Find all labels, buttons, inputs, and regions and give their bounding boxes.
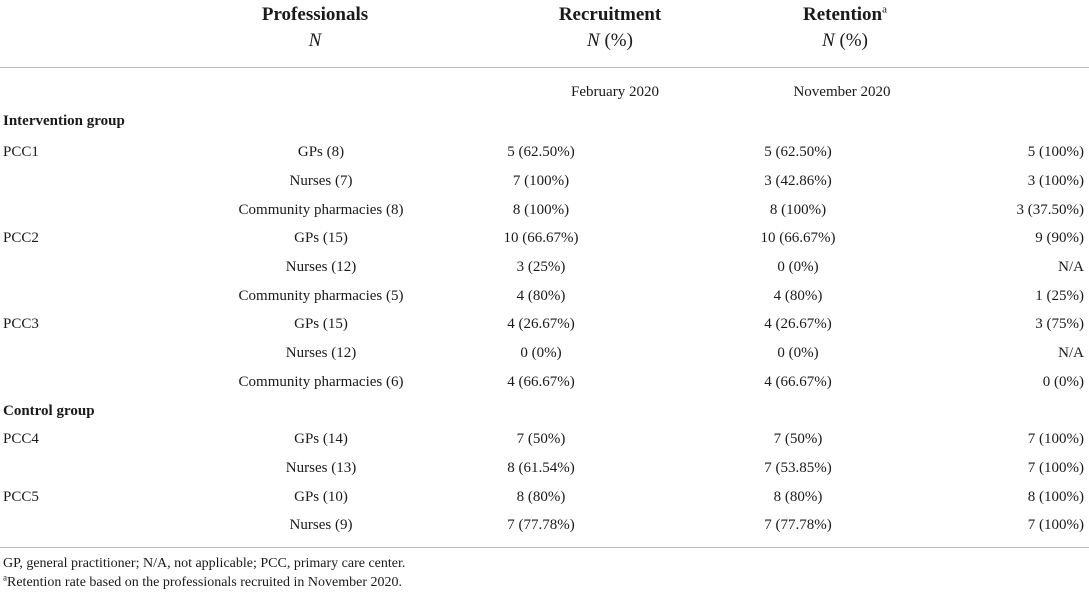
row-professionals: GPs (8)	[297, 144, 345, 161]
row-rate: 8 (100%)	[1027, 488, 1084, 505]
row-professionals: Community pharmacies (6)	[238, 373, 404, 390]
table-row	[0, 224, 1089, 253]
header-retention-sub-pct: (%)	[839, 30, 868, 51]
row-professionals: GPs (15)	[294, 316, 348, 333]
recruitment-date: February 2020	[571, 84, 659, 100]
row-recruitment: 7 (100%)	[512, 173, 570, 190]
row-recruitment: 7 (50%)	[516, 431, 566, 448]
row-recruitment: 5 (62.50%)	[507, 144, 575, 161]
row-pcc	[0, 281, 203, 310]
footnote-a-text: Retention rate based on the professionals recruited in November 2020.	[7, 575, 402, 590]
table-row	[0, 281, 1089, 310]
table-row	[0, 454, 1089, 483]
retention-date: November 2020	[793, 84, 891, 100]
row-retention: 3 (42.86%)	[764, 173, 832, 190]
row-rate: 7 (100%)	[1027, 459, 1084, 476]
row-rate: 1 (25%)	[1035, 287, 1084, 304]
header-recruitment-sub-pct: (%)	[604, 30, 633, 51]
header-professionals	[245, 2, 385, 54]
data-table	[0, 138, 1089, 540]
row-professionals: Nurses (7)	[289, 173, 353, 190]
header-recruitment	[530, 2, 690, 54]
row-retention: 4 (66.67%)	[764, 373, 832, 390]
top-divider	[0, 67, 1089, 68]
row-professionals: Nurses (12)	[285, 259, 357, 276]
header-retention-label: Retention	[802, 4, 883, 25]
header-professionals-sub: N	[308, 30, 322, 51]
row-recruitment: 8 (100%)	[512, 201, 570, 218]
row-recruitment: 0 (0%)	[520, 345, 562, 362]
row-pcc: PCC4	[3, 431, 39, 448]
table-row	[0, 310, 1089, 339]
row-rate: 3 (75%)	[1035, 316, 1084, 333]
row-recruitment: 7 (77.78%)	[507, 517, 575, 534]
row-pcc	[0, 167, 203, 196]
row-retention: 8 (80%)	[773, 488, 823, 505]
row-retention: 8 (100%)	[769, 201, 827, 218]
footnote-a	[3, 574, 402, 592]
row-rate: 0 (0%)	[1042, 373, 1084, 390]
table-row	[0, 167, 1089, 196]
row-recruitment: 4 (66.67%)	[507, 373, 575, 390]
row-professionals: Nurses (12)	[285, 345, 357, 362]
row-professionals: Nurses (13)	[285, 459, 357, 476]
row-rate: 7 (100%)	[1027, 431, 1084, 448]
row-retention: 0 (0%)	[777, 345, 819, 362]
row-recruitment: 10 (66.67%)	[503, 230, 579, 247]
row-recruitment: 8 (80%)	[516, 488, 566, 505]
row-rate: N/A	[1058, 345, 1084, 362]
row-retention: 0 (0%)	[777, 259, 819, 276]
row-retention: 10 (66.67%)	[760, 230, 836, 247]
row-retention: 5 (62.50%)	[764, 144, 832, 161]
row-recruitment: 4 (26.67%)	[507, 316, 575, 333]
row-professionals: GPs (14)	[294, 431, 348, 448]
row-pcc	[0, 339, 203, 368]
table-row	[0, 425, 1089, 454]
header-recruitment-sub-n: N	[587, 30, 600, 51]
footnote-a-marker: a	[3, 572, 7, 583]
row-pcc	[0, 454, 203, 483]
row-retention: 7 (77.78%)	[764, 517, 832, 534]
row-rate: 7 (100%)	[1027, 517, 1084, 534]
data-table-body	[0, 138, 1089, 540]
footnote-abbreviations: GP, general practitioner; N/A, not applicable; PCC, primary care center.	[3, 556, 406, 571]
row-professionals: Community pharmacies (8)	[238, 201, 404, 218]
table-row	[0, 368, 1089, 397]
row-rate: N/A	[1058, 259, 1084, 276]
header-retention	[770, 2, 920, 54]
group-row-control	[0, 396, 1089, 425]
row-retention: 4 (80%)	[773, 287, 823, 304]
row-rate: 3 (37.50%)	[1016, 201, 1084, 218]
header-professionals-label: Professionals	[261, 4, 369, 25]
table-row	[0, 511, 1089, 540]
row-professionals: Community pharmacies (5)	[238, 287, 404, 304]
row-rate: 3 (100%)	[1027, 173, 1084, 190]
row-professionals: Nurses (9)	[289, 517, 353, 534]
row-retention: 7 (53.85%)	[764, 459, 832, 476]
group-intervention: Intervention group	[3, 113, 125, 129]
table-row	[0, 253, 1089, 282]
row-pcc	[0, 368, 203, 397]
header-retention-sup: a	[882, 3, 888, 16]
header-recruitment-sub	[530, 28, 690, 54]
row-pcc: PCC2	[3, 230, 39, 247]
row-retention: 7 (50%)	[773, 431, 823, 448]
row-professionals: GPs (15)	[294, 230, 348, 247]
row-pcc	[0, 253, 203, 282]
bottom-divider	[0, 547, 1089, 548]
row-recruitment: 4 (80%)	[516, 287, 566, 304]
table-row	[0, 195, 1089, 224]
row-pcc	[0, 195, 203, 224]
row-rate: 5 (100%)	[1027, 144, 1084, 161]
group-control: Control group	[3, 402, 95, 419]
header-retention-sub-n: N	[822, 30, 835, 51]
row-recruitment: 3 (25%)	[516, 259, 566, 276]
header-retention-sub	[770, 28, 920, 54]
row-pcc	[0, 511, 203, 540]
row-pcc: PCC1	[3, 144, 39, 161]
row-pcc: PCC3	[3, 316, 39, 333]
row-rate: 9 (90%)	[1035, 230, 1084, 247]
table-row	[0, 138, 1089, 167]
row-professionals: GPs (10)	[294, 488, 348, 505]
table-row	[0, 482, 1089, 511]
header-recruitment-label: Recruitment	[558, 4, 662, 25]
row-pcc: PCC5	[3, 488, 39, 505]
table-row	[0, 339, 1089, 368]
row-recruitment: 8 (61.54%)	[507, 459, 575, 476]
row-retention: 4 (26.67%)	[764, 316, 832, 333]
